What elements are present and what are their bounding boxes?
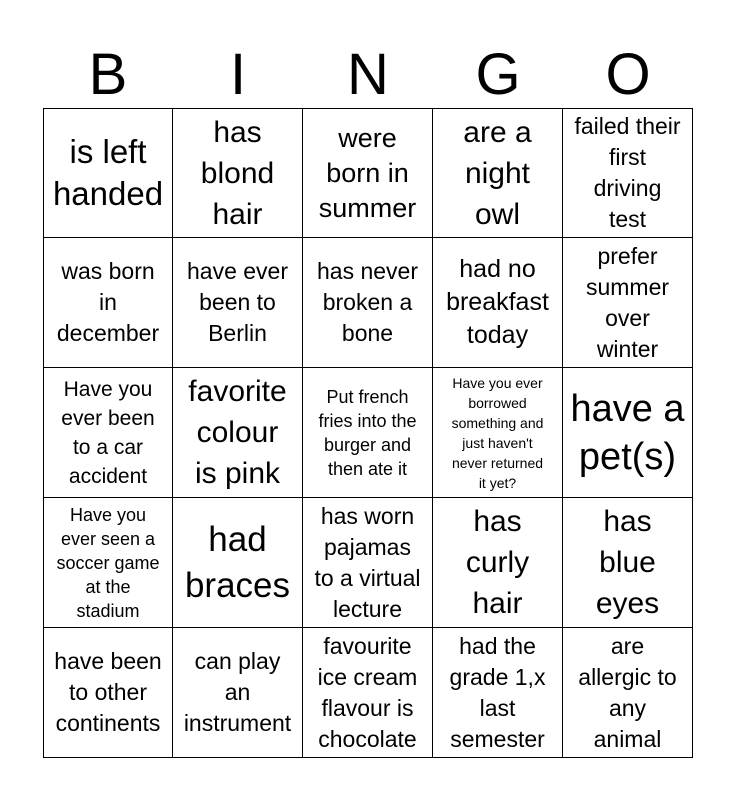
bingo-cell[interactable] [43, 238, 173, 368]
cell-text-line: to other [69, 679, 147, 705]
cell-text [318, 631, 418, 755]
bingo-cell[interactable] [173, 498, 303, 628]
bingo-cell[interactable] [43, 108, 173, 238]
cell-text-line: broken a [322, 289, 413, 315]
cell-text-line: bone [341, 320, 394, 346]
cell-text-line: have ever [186, 258, 288, 284]
cell-text-line: had no [459, 255, 536, 283]
cell-text-line: have been [54, 648, 162, 674]
cell-text-line: chocolate [318, 725, 417, 752]
cell-text-line: last [479, 694, 516, 721]
cell-text-line: hair [472, 587, 523, 620]
cell-text-line: test [608, 206, 647, 232]
cell-text-line: blue [599, 546, 656, 579]
cell-text-line: to a car [72, 435, 144, 459]
cell-text-line: to a virtual [314, 564, 421, 591]
bingo-cell[interactable] [433, 628, 563, 758]
bingo-cell[interactable] [303, 108, 433, 238]
bingo-cell[interactable] [563, 238, 693, 368]
cell-text-line: Put french [326, 386, 409, 407]
cell-text [596, 501, 659, 624]
cell-text-line: favorite [188, 375, 287, 408]
bingo-grid [43, 108, 693, 758]
cell-text [57, 256, 159, 349]
cell-text-line: any [608, 694, 647, 721]
cell-text-line: handed [52, 175, 164, 212]
cell-text-line: an [224, 679, 251, 705]
bingo-cell[interactable] [173, 628, 303, 758]
cell-text [184, 646, 291, 739]
cell-text [54, 646, 161, 739]
cell-text-line: was born [61, 258, 155, 284]
bingo-cell[interactable] [433, 238, 563, 368]
cell-text-line: pajamas [324, 533, 411, 560]
cell-text-line: something and [451, 414, 544, 431]
cell-text-line: ever seen a [60, 528, 156, 549]
bingo-header [43, 42, 693, 108]
cell-text-line: has [603, 505, 652, 538]
cell-text-line: had [208, 519, 267, 559]
cell-text-line: today [466, 321, 529, 349]
cell-text-line: animal [593, 725, 662, 752]
cell-text-line: instrument [183, 710, 292, 736]
bingo-cell[interactable] [173, 108, 303, 238]
cell-text-line: failed their [574, 113, 681, 139]
cell-text-line: eyes [595, 587, 660, 620]
cell-text-line: never returned [451, 454, 544, 471]
cell-text-line: owl [474, 197, 520, 231]
cell-text [318, 385, 416, 481]
cell-text-line: borrowed [468, 394, 527, 411]
cell-text [446, 253, 549, 352]
cell-text-line: then ate it [327, 458, 408, 479]
cell-text [466, 501, 529, 624]
bingo-cell[interactable] [173, 368, 303, 498]
bingo-cell[interactable] [43, 368, 173, 498]
cell-text-line: blond [200, 156, 275, 190]
cell-text [452, 373, 544, 493]
cell-text [450, 631, 546, 755]
cell-text-line: continents [55, 710, 161, 736]
cell-text-line: flavour is [321, 694, 414, 721]
header-letter-n: N [347, 42, 389, 107]
cell-text-line: semester [450, 725, 545, 752]
cell-text-line: summer [585, 273, 670, 300]
bingo-cell[interactable] [303, 628, 433, 758]
bingo-cell[interactable] [433, 498, 563, 628]
cell-text [201, 112, 274, 235]
cell-text-line: it yet? [478, 474, 517, 491]
cell-text [317, 256, 418, 349]
cell-text-line: over [605, 304, 650, 331]
cell-text-line: has worn [320, 502, 415, 529]
bingo-cell[interactable] [563, 108, 693, 238]
cell-text-line: braces [184, 565, 291, 605]
bingo-cell[interactable] [563, 368, 693, 498]
header-letter-g: G [475, 42, 521, 107]
bingo-cell[interactable] [173, 238, 303, 368]
cell-text-line: lecture [332, 595, 403, 622]
cell-text-line: can play [194, 648, 281, 674]
bingo-cell[interactable] [303, 368, 433, 498]
cell-text-line: pet(s) [578, 435, 677, 478]
bingo-cell[interactable] [43, 498, 173, 628]
bingo-cell[interactable] [43, 628, 173, 758]
bingo-cell[interactable] [563, 628, 693, 758]
cell-text [53, 131, 163, 215]
cell-text-line: soccer game [56, 552, 160, 573]
cell-text-line: allergic to [578, 663, 677, 690]
bingo-cell[interactable] [563, 498, 693, 628]
cell-text-line: breakfast [446, 288, 549, 316]
cell-text-line: have a [570, 387, 685, 430]
cell-text-line: is pink [194, 457, 281, 490]
cell-text-line: are a [463, 115, 532, 149]
cell-text-line: born in [326, 157, 409, 188]
header-letter-i: I [229, 42, 247, 107]
cell-text-line: driving [593, 175, 662, 201]
cell-text-line: grade 1,x [449, 663, 546, 690]
cell-text-line: just haven't [462, 434, 533, 451]
cell-text-line: fries into the [318, 410, 417, 431]
header-letter-o: O [605, 42, 651, 107]
cell-text-line: has [213, 115, 262, 149]
cell-text-line: ever been [61, 406, 155, 430]
cell-text [188, 371, 286, 494]
cell-text-line: is left [69, 133, 147, 170]
cell-text-line: first [608, 144, 647, 170]
cell-text-line: favourite [323, 632, 412, 659]
cell-text [56, 503, 159, 623]
cell-text [61, 375, 154, 491]
cell-text-line: colour [196, 416, 279, 449]
cell-text-line: burger and [323, 434, 412, 455]
cell-text-line: had the [459, 632, 536, 659]
bingo-cell[interactable] [433, 368, 563, 498]
cell-text [185, 517, 290, 609]
cell-text-line: are [610, 632, 645, 659]
cell-text [578, 631, 676, 755]
cell-text-line: summer [318, 192, 417, 223]
header-letter-b: B [88, 42, 128, 107]
cell-text-line: Have you [63, 377, 153, 401]
bingo-cell[interactable] [303, 498, 433, 628]
cell-text-line: hair [212, 197, 263, 231]
cell-text [314, 501, 420, 625]
cell-text-line: Berlin [208, 320, 267, 346]
bingo-cell[interactable] [303, 238, 433, 368]
cell-text [463, 112, 531, 235]
cell-text-line: stadium [76, 600, 140, 621]
cell-text-line: prefer [597, 242, 658, 269]
cell-text-line: Have you ever [452, 374, 543, 391]
cell-text [319, 121, 417, 226]
cell-text-line: been to [199, 289, 276, 315]
cell-text-line: were [338, 122, 397, 153]
cell-text [187, 256, 288, 349]
cell-text-line: has [473, 505, 522, 538]
cell-text [586, 241, 669, 365]
cell-text-line: night [464, 156, 531, 190]
cell-text-line: in [99, 289, 117, 315]
cell-text-line: december [56, 320, 160, 346]
cell-text-line: curly [465, 546, 530, 579]
bingo-cell[interactable] [433, 108, 563, 238]
cell-text-line: ice cream [317, 663, 418, 690]
cell-text-line: winter [596, 335, 659, 362]
cell-text [574, 111, 680, 235]
cell-text-line: has never [316, 258, 418, 284]
cell-text-line: accident [68, 464, 148, 488]
cell-text-line: Have you [69, 504, 147, 525]
cell-text [570, 385, 684, 481]
cell-text-line: at the [85, 576, 131, 597]
